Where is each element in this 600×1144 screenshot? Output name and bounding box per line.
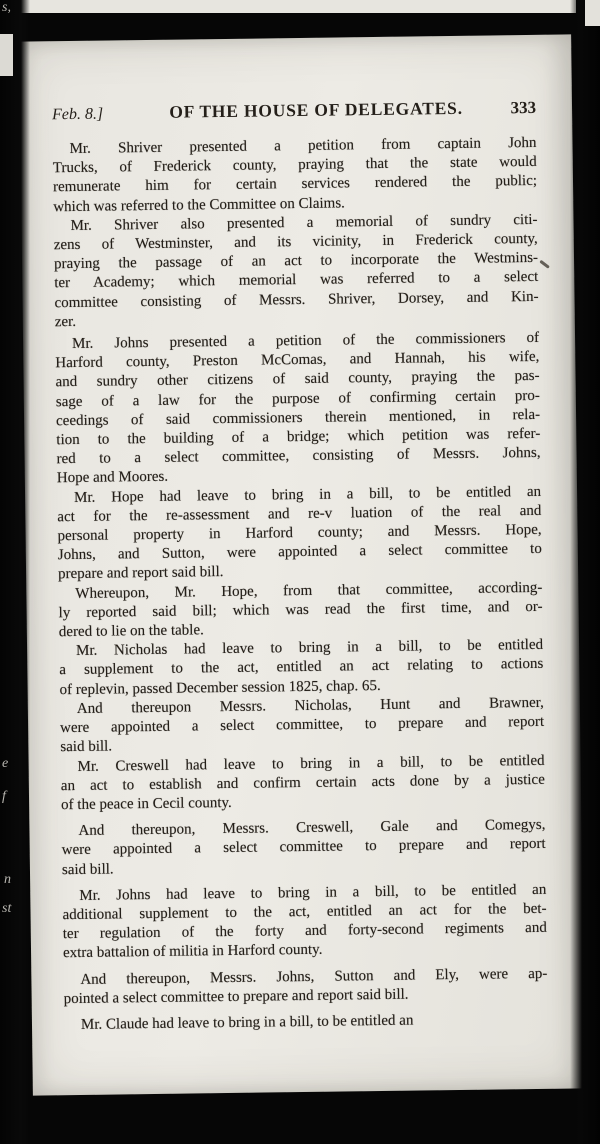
paragraph xyxy=(58,579,543,643)
text-line: Johns, and Sutton, were appointed a select committee to xyxy=(57,541,542,564)
text-line: Mr. Nicholas had leave to bring in a bill, to be entitled xyxy=(76,637,544,660)
text-line: were appointed a select committee, to prepare and report xyxy=(60,713,545,737)
running-title: OF THE HOUSE OF DELEGATES. xyxy=(169,97,463,122)
paragraph xyxy=(52,134,537,217)
paragraph xyxy=(63,964,547,1009)
text-line: Mr. Shriver presented a petition from captain John xyxy=(69,134,537,158)
text-line: Mr. Hope had leave to bring in a bill, to be entitled an xyxy=(73,483,542,506)
paragraph xyxy=(55,329,541,489)
text-line: Mr. Shriver also presented a memorial of sundry citi- xyxy=(70,211,538,234)
text-line: of replevin, passed December session 1825, chap. 65. xyxy=(59,677,381,698)
text-line: an act to establish and confirm certain acts done by a justice xyxy=(60,771,545,794)
text-line: ter Academy; which memorial was referred to a select xyxy=(54,269,539,292)
text-line: a supplement to the act, entitled an act relating to actions xyxy=(59,656,544,679)
text-line: red to a select committee, consisting of Messrs. Johns, xyxy=(56,445,541,468)
text-line: of the peace in Cecil county. xyxy=(61,794,232,814)
left-edge-notch xyxy=(0,34,13,76)
text-line: said bill. xyxy=(61,861,114,878)
text-line: Hope and Moores. xyxy=(56,469,169,487)
text-line: Mr. Johns presented a petition of the commissioners of xyxy=(71,329,540,353)
paragraph xyxy=(64,1010,548,1036)
text-line: dered to lie on the table. xyxy=(58,622,204,641)
page-number: 333 xyxy=(510,97,537,118)
text-line: Harford county, Preston McComas, and Hannah, his wife, xyxy=(55,349,540,372)
paragraph xyxy=(59,636,544,700)
text-line: Whereupon, Mr. Hope, from that committee, according- xyxy=(75,579,543,602)
text-line: And thereupon Messrs. Nicholas, Hunt and Brawner, xyxy=(76,694,544,717)
text-line: And thereupon, Messrs. Creswell, Gale and Comegys, xyxy=(78,816,546,840)
left-margin-band xyxy=(0,0,30,1144)
text-line: which was referred to the Committee on Claims. xyxy=(53,195,345,215)
paragraph xyxy=(61,751,546,815)
text-line: and sundry other citizens of said county, praying the pas- xyxy=(55,368,540,391)
text-line: committee consisting of Messrs. Shriver, Dorsey, and Kin- xyxy=(54,288,539,311)
text-line: extra battalion of militia in Harford county. xyxy=(62,942,323,962)
text-line: zer. xyxy=(54,313,77,331)
paragraph xyxy=(62,881,547,964)
page-edge-text-fragment: s, xyxy=(2,0,11,15)
text-line: ter regulation of the forty and forty-second regiments and xyxy=(62,919,547,943)
text-line: ly reported said bill; which was read the first time, and or- xyxy=(58,598,543,622)
page-edge-text-fragment: e xyxy=(2,756,9,771)
text-line: sage of a law for the purpose of confirming certain pro- xyxy=(55,387,540,410)
paragraph xyxy=(60,694,545,758)
text-line: prepare and report said bill. xyxy=(58,564,224,583)
paragraph xyxy=(57,483,542,585)
page-edge-text-fragment: st xyxy=(2,901,12,916)
text-line: And thereupon, Messrs. Johns, Sutton and Ely, were ap- xyxy=(80,965,548,988)
page-edge-text-fragment: n xyxy=(4,872,11,887)
page-body xyxy=(52,134,548,1035)
text-line: remunerate him for certain services rendered the public; xyxy=(52,173,538,196)
text-line: Mr. Johns had leave to bring in a bill, to be entitled an xyxy=(79,881,547,904)
text-line: personal property in Harford county; and Messrs. Hope, xyxy=(57,521,542,545)
top-right-notch xyxy=(585,0,600,26)
scanned-page xyxy=(19,34,585,1095)
text-line: additional supplement to the act, entitled an act for the bet- xyxy=(62,900,547,924)
text-line: said bill. xyxy=(60,738,113,756)
text-line: praying the passage of an act to incorporate the Westmins- xyxy=(53,250,539,273)
text-line: pointed a select committee to prepare and report said bill. xyxy=(63,986,409,1007)
page-header xyxy=(52,97,536,124)
ink-smudge xyxy=(539,260,550,269)
text-line: tion to the building of a bridge; which petition was refer- xyxy=(56,425,541,449)
text-line: were appointed a select committee to prepare and report xyxy=(61,836,546,859)
paragraph xyxy=(53,211,538,333)
text-line: Mr. Creswell had leave to bring in a bill, to be entitled xyxy=(77,752,545,775)
right-margin-band xyxy=(570,0,600,1144)
scan-top-edge xyxy=(6,0,576,13)
text-line: Trucks, of Frederick county, praying that the state would xyxy=(52,154,537,177)
text-line: act for the re-assessment and re-v luation of the real and xyxy=(57,502,542,526)
text-line: ceedings of said commissioners therein mentioned, in rela- xyxy=(55,406,541,430)
page-date: Feb. 8.] xyxy=(51,105,104,124)
text-line: zens of Westminster, and its vicinity, in Frederick county, xyxy=(53,230,538,254)
page-edge-text-fragment: f xyxy=(2,789,6,804)
paragraph xyxy=(61,816,546,880)
text-line: Mr. Claude had leave to bring in a bill, to be entitled an xyxy=(80,1012,414,1033)
